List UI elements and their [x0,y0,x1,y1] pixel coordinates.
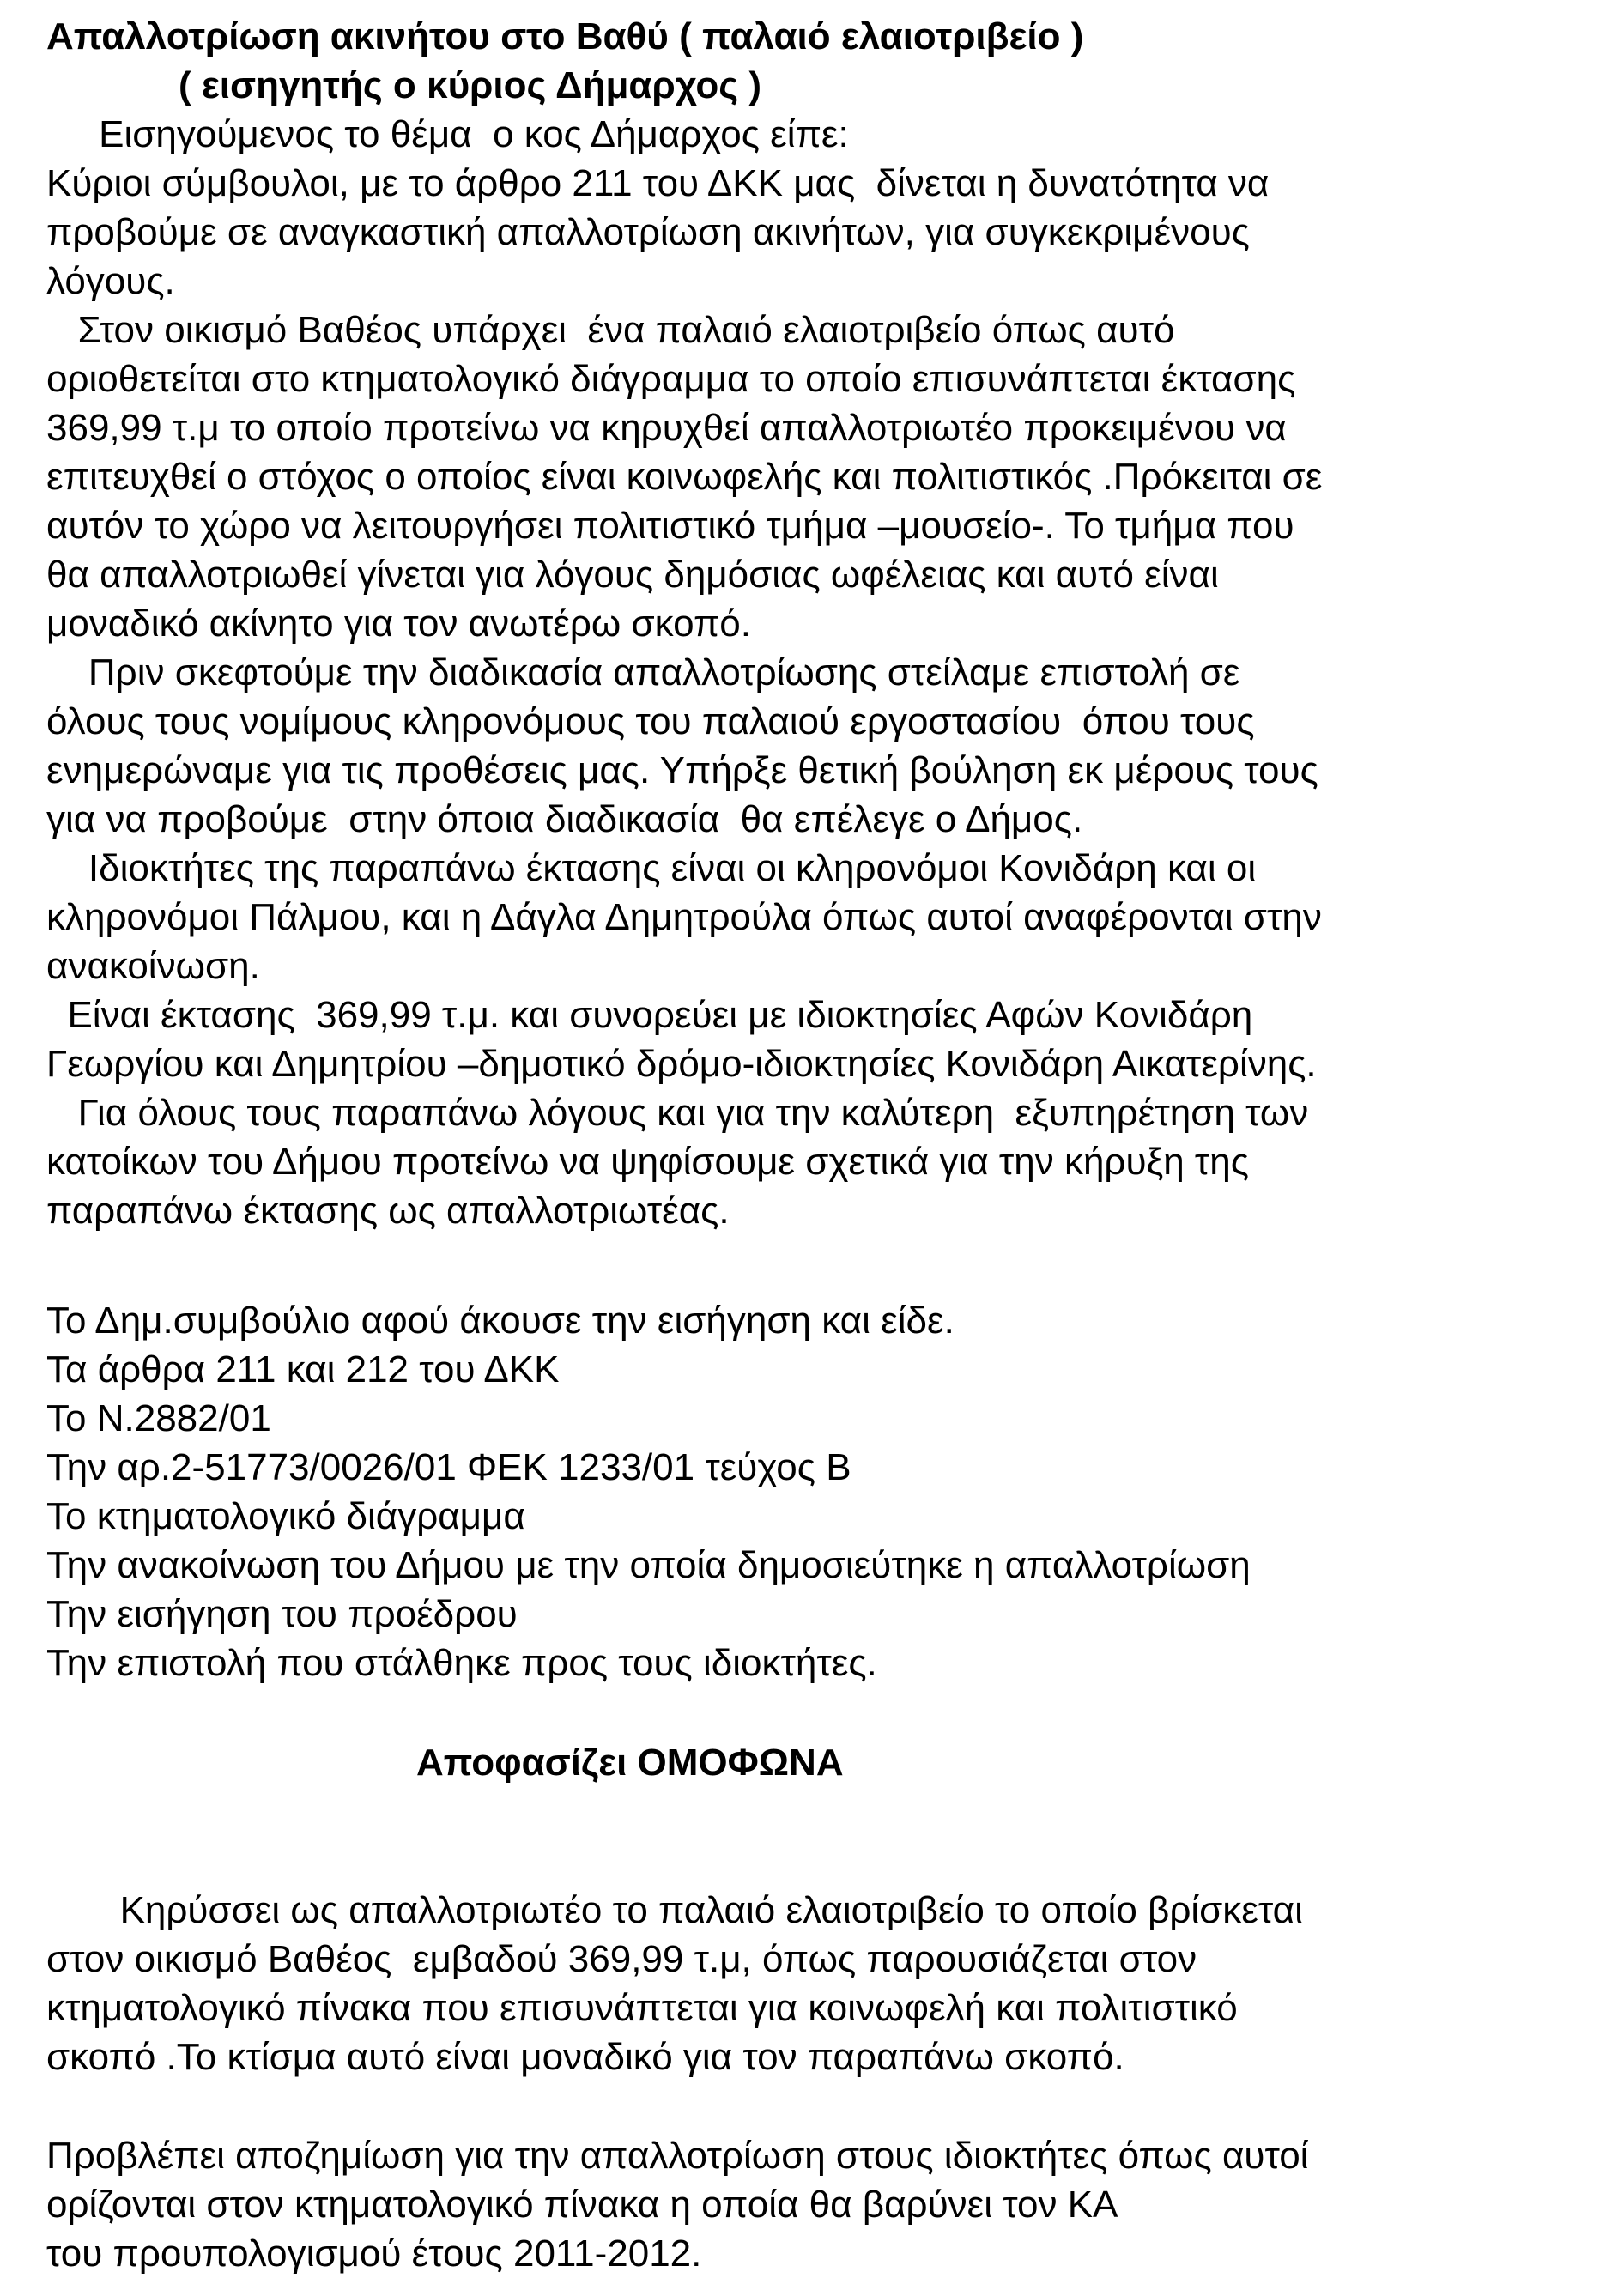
decision-line: ορίζονται στον κτηματολογικό πίνακα η οποία θα βαρύνει τον ΚΑ [46,2184,1118,2226]
intro-line: επιτευχθεί ο στόχος ο οποίος είναι κοινωφελής και πολιτιστικός .Πρόκειται σε [46,456,1323,498]
decision-line: του προυπολογισμού έτους 2011-2012. [46,2232,702,2275]
intro-line: Κύριοι σύμβουλοι, με το άρθρο 211 του ΔΚΚ μας δίνεται η δυνατότητα να [46,162,1270,204]
intro-line: ανακοίνωση. [46,945,260,987]
consideration-line: Το Ν.2882/01 [46,1397,271,1439]
consideration-line: Την επιστολή που στάλθηκε προς τους ιδιοκτήτες. [46,1642,877,1684]
decision-line: στον οικισμό Βαθέος εμβαδού 369,99 τ.μ, όπως παρουσιάζεται στον [46,1938,1197,1980]
intro-line: ενημερώναμε για τις προθέσεις μας. Υπήρξε θετική βούληση εκ μέρους τους [46,749,1318,791]
intro-line: λόγους. [46,260,175,302]
intro-line: μοναδικό ακίνητο για τον ανωτέρω σκοπό. [46,603,752,645]
intro-line: κατοίκων του Δήμου προτείνω να ψηφίσουμε σχετικά για την κήρυξη της [46,1141,1249,1183]
decision-heading: Αποφασίζει ΟΜΟΦΩΝΑ [416,1742,844,1784]
document-title: Απαλλοτρίωση ακινήτου στο Βαθύ ( παλαιό ελαιοτριβείο ) [46,15,1084,58]
intro-line: Πριν σκεφτούμε την διαδικασία απαλλοτρίωσης στείλαμε επιστολή σε [46,651,1240,694]
decision-line: Κηρύσσει ως απαλλοτριωτέο το παλαιό ελαιοτριβείο το οποίο βρίσκεται [46,1889,1303,1931]
document-subtitle: ( εισηγητής ο κύριος Δήμαρχος ) [179,64,762,106]
intro-line: Ιδιοκτήτες της παραπάνω έκτασης είναι οι κληρονόμοι Κονιδάρη και οι [46,847,1257,889]
intro-line: Για όλους τους παραπάνω λόγους και για την καλύτερη εξυπηρέτηση των [46,1092,1309,1134]
intro-line: Γεωργίου και Δημητρίου –δημοτικό δρόμο-ιδιοκτησίες Κονιδάρη Αικατερίνης. [46,1043,1317,1085]
intro-line: για να προβούμε στην όποια διαδικασία θα επέλεγε ο Δήμος. [46,798,1083,840]
decision-line: Προβλέπει αποζημίωση για την απαλλοτρίωση στους ιδιοκτήτες όπως αυτοί [46,2135,1309,2177]
intro-line: κληρονόμοι Πάλμου, και η Δάγλα Δημητρούλα όπως αυτοί αναφέρονται στην [46,896,1322,938]
intro-line: όλους τους νομίμους κληρονόμους του παλαιού εργοστασίου όπου τους [46,700,1255,742]
decision-line: σκοπό .Το κτίσμα αυτό είναι μοναδικό για τον παραπάνω σκοπό. [46,2036,1124,2078]
consideration-line: Την ανακοίνωση του Δήμου με την οποία δημοσιεύτηκε η απαλλοτρίωση [46,1544,1251,1586]
intro-line: Εισηγούμενος το θέμα ο κος Δήμαρχος είπε: [46,113,849,155]
consideration-line: Το Δημ.συμβούλιο αφού άκουσε την εισήγηση και είδε. [46,1299,955,1342]
consideration-line: Την αρ.2-51773/0026/01 ΦΕΚ 1233/01 τεύχος Β [46,1446,851,1488]
intro-line: αυτόν το χώρο να λειτουργήσει πολιτιστικό τμήμα –μουσείο-. Το τμήμα που [46,505,1294,547]
intro-line: Είναι έκτασης 369,99 τ.μ. και συνορεύει με ιδιοκτησίες Αφών Κονιδάρη [46,994,1253,1036]
intro-line: παραπάνω έκτασης ως απαλλοτριωτέας. [46,1190,730,1232]
consideration-line: Τα άρθρα 211 και 212 του ΔΚΚ [46,1348,560,1390]
consideration-line: Το κτηματολογικό διάγραμμα [46,1495,525,1537]
intro-line: 369,99 τ.μ το οποίο προτείνω να κηρυχθεί απαλλοτριωτέο προκειμένου να [46,407,1287,449]
intro-line: οριοθετείται στο κτηματολογικό διάγραμμα το οποίο επισυνάπτεται έκτασης [46,358,1296,400]
intro-line: θα απαλλοτριωθεί γίνεται για λόγους δημόσιας ωφέλειας και αυτό είναι [46,554,1219,596]
consideration-line: Την εισήγηση του προέδρου [46,1593,518,1635]
decision-line: κτηματολογικό πίνακα που επισυνάπτεται για κοινωφελή και πολιτιστικό [46,1987,1238,2029]
intro-line: Στον οικισμό Βαθέος υπάρχει ένα παλαιό ελαιοτριβείο όπως αυτό [46,309,1175,351]
intro-line: προβούμε σε αναγκαστική απαλλοτρίωση ακινήτων, για συγκεκριμένους [46,211,1250,253]
